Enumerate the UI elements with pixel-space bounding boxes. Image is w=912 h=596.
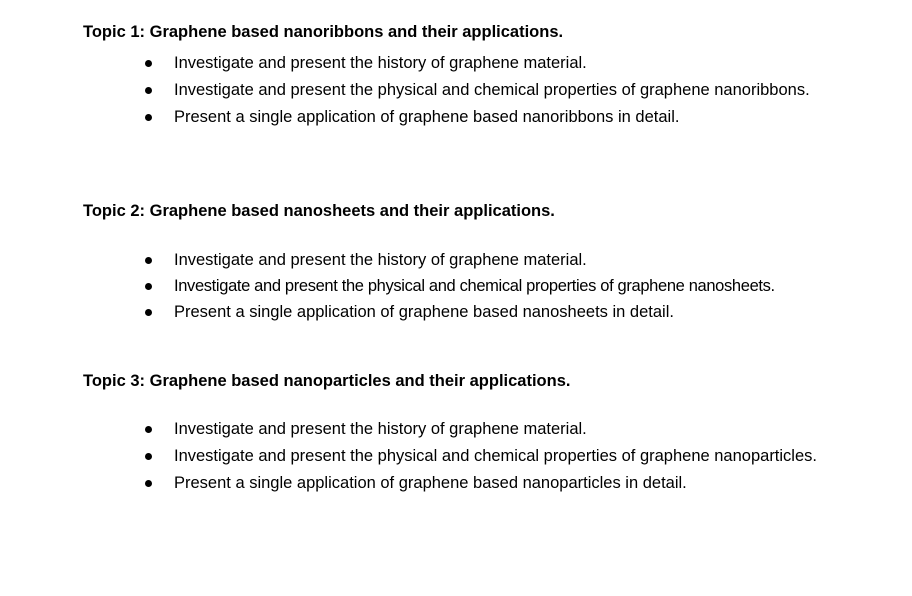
list-item — [83, 416, 878, 443]
bullet-icon — [145, 114, 152, 121]
list-item — [83, 273, 878, 299]
list-item — [83, 50, 878, 77]
list-item — [83, 299, 878, 325]
list-item — [83, 104, 878, 131]
bullet-icon — [145, 453, 152, 460]
bullet-icon — [145, 480, 152, 487]
bullet-list — [83, 247, 878, 325]
list-item — [83, 470, 878, 497]
list-item-text: Present a single application of graphene based nanosheets in detail. — [174, 303, 674, 321]
topic-2-section — [83, 201, 878, 325]
bullet-icon — [145, 283, 152, 290]
list-item — [83, 443, 878, 470]
bullet-list — [83, 416, 878, 497]
bullet-icon — [145, 257, 152, 264]
list-item-text: Investigate and present the physical and chemical properties of graphene nanoribbons. — [174, 81, 810, 99]
list-item-text: Investigate and present the history of graphene material. — [174, 54, 587, 72]
topic-heading: Topic 1: Graphene based nanoribbons and their applications. — [83, 23, 564, 41]
list-item-text: Investigate and present the physical and chemical properties of graphene nanoparticles. — [174, 447, 817, 465]
list-item-text: Investigate and present the history of graphene material. — [174, 420, 587, 438]
bullet-icon — [145, 426, 152, 433]
topic-heading: Topic 2: Graphene based nanosheets and their applications. — [83, 202, 555, 220]
bullet-icon — [145, 60, 152, 67]
topic-heading: Topic 3: Graphene based nanoparticles and their applications. — [83, 372, 571, 390]
topic-3-section — [83, 371, 878, 497]
topic-1-section — [83, 22, 878, 131]
list-item — [83, 247, 878, 273]
list-item-text: Investigate and present the physical and chemical properties of graphene nanosheets. — [174, 277, 775, 295]
bullet-icon — [145, 87, 152, 94]
list-item — [83, 77, 878, 104]
bullet-icon — [145, 309, 152, 316]
list-item-text: Present a single application of graphene based nanoparticles in detail. — [174, 474, 687, 492]
list-item-text: Present a single application of graphene based nanoribbons in detail. — [174, 108, 680, 126]
list-item-text: Investigate and present the history of graphene material. — [174, 251, 587, 269]
bullet-list — [83, 50, 878, 131]
